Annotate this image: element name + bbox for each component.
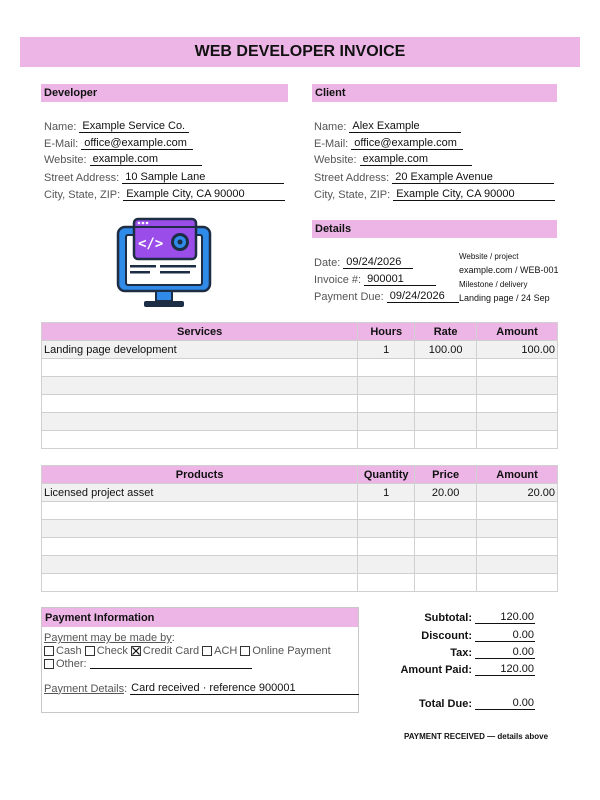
developer-email-row bbox=[44, 137, 193, 150]
product-price-cell[interactable]: 20.00 bbox=[415, 484, 477, 502]
empty-cell[interactable] bbox=[358, 574, 415, 592]
client-email-row bbox=[314, 137, 463, 150]
table-row bbox=[42, 341, 558, 359]
invoice-number-row bbox=[314, 273, 436, 286]
developer-name-row bbox=[44, 120, 189, 133]
service-amount-cell[interactable]: 100.00 bbox=[477, 341, 558, 359]
price-col-header: Price bbox=[415, 466, 477, 484]
empty-cell[interactable] bbox=[358, 538, 415, 556]
empty-cell[interactable] bbox=[42, 359, 358, 377]
other-label: Other: bbox=[56, 658, 87, 670]
table-row bbox=[42, 431, 558, 449]
service-hours-cell[interactable]: 1 bbox=[358, 341, 415, 359]
empty-cell[interactable] bbox=[477, 413, 558, 431]
services-table bbox=[41, 322, 558, 449]
empty-cell[interactable] bbox=[42, 502, 358, 520]
developer-city-field[interactable]: Example City, CA 90000 bbox=[123, 188, 285, 201]
developer-city-row bbox=[44, 188, 285, 201]
total-due-row bbox=[392, 697, 535, 710]
payment-method-options bbox=[44, 645, 331, 657]
table-row bbox=[42, 395, 558, 413]
service-rate-cell[interactable]: 100.00 bbox=[415, 341, 477, 359]
empty-cell[interactable] bbox=[415, 395, 477, 413]
client-street-row bbox=[314, 171, 554, 184]
invoice-number-label: Invoice #: bbox=[314, 274, 362, 286]
table-row bbox=[42, 538, 558, 556]
payment-details-label: Payment Details bbox=[44, 682, 125, 695]
tax-colon: : bbox=[468, 647, 472, 659]
payment-details-field[interactable]: Card received · reference 900001 bbox=[130, 682, 359, 695]
client-website-row bbox=[314, 153, 472, 166]
empty-cell[interactable] bbox=[415, 502, 477, 520]
tax-value[interactable]: 0.00 bbox=[475, 646, 535, 659]
other-field[interactable] bbox=[90, 659, 252, 669]
empty-cell[interactable] bbox=[358, 413, 415, 431]
product-quantity-cell[interactable]: 1 bbox=[358, 484, 415, 502]
client-heading: Client bbox=[312, 84, 557, 102]
empty-cell[interactable] bbox=[477, 520, 558, 538]
empty-cell[interactable] bbox=[42, 538, 358, 556]
table-row bbox=[42, 502, 558, 520]
milestone-label: Milestone / delivery bbox=[459, 280, 528, 289]
payment-due-label: Payment Due: bbox=[314, 291, 384, 303]
online-payment-label: Online Payment bbox=[252, 645, 331, 657]
other-checkbox[interactable] bbox=[44, 659, 54, 669]
developer-email-label: E-Mail: bbox=[44, 138, 79, 150]
payment-details-colon: : bbox=[124, 682, 128, 695]
developer-street-label: Street Address: bbox=[44, 172, 120, 184]
payment-due-row bbox=[314, 290, 459, 303]
hours-col-header: Hours bbox=[358, 323, 415, 341]
invoice-number-field[interactable]: 900001 bbox=[364, 273, 436, 286]
client-website-field[interactable]: example.com bbox=[360, 153, 472, 166]
payment-methods-caption bbox=[44, 632, 175, 644]
subtotal-value[interactable]: 120.00 bbox=[475, 611, 535, 624]
client-name-row bbox=[314, 120, 461, 133]
payment-due-field[interactable]: 09/24/2026 bbox=[387, 290, 459, 303]
cash-checkbox[interactable] bbox=[44, 646, 54, 656]
empty-cell[interactable] bbox=[415, 359, 477, 377]
empty-cell[interactable] bbox=[477, 431, 558, 449]
empty-cell[interactable] bbox=[358, 520, 415, 538]
developer-heading: Developer bbox=[41, 84, 288, 102]
empty-cell[interactable] bbox=[42, 377, 358, 395]
client-name-field[interactable]: Alex Example bbox=[349, 120, 461, 133]
amount-col-header: Amount bbox=[477, 323, 558, 341]
tax-label: Tax bbox=[450, 647, 469, 659]
client-street-field[interactable]: 20 Example Avenue bbox=[392, 171, 554, 184]
amount-paid-row bbox=[392, 663, 535, 676]
client-street-label: Street Address: bbox=[314, 172, 390, 184]
empty-cell[interactable] bbox=[477, 377, 558, 395]
online-payment-checkbox[interactable] bbox=[240, 646, 250, 656]
table-row bbox=[42, 574, 558, 592]
empty-cell[interactable] bbox=[415, 556, 477, 574]
developer-email-field[interactable]: office@example.com bbox=[81, 137, 193, 150]
products-header-row bbox=[42, 466, 558, 484]
discount-label: Discount bbox=[421, 630, 469, 642]
discount-value[interactable]: 0.00 bbox=[475, 629, 535, 642]
client-name-label: Name: bbox=[314, 121, 347, 133]
developer-website-row bbox=[44, 153, 202, 166]
date-field[interactable]: 09/24/2026 bbox=[343, 256, 413, 269]
payment-may-be-made-label: Payment may be made by bbox=[44, 632, 172, 644]
client-city-row bbox=[314, 188, 555, 201]
service-description-cell[interactable]: Landing page development bbox=[42, 341, 358, 359]
checked-x-icon bbox=[132, 647, 140, 655]
client-website-label: Website: bbox=[314, 154, 357, 166]
empty-cell[interactable] bbox=[477, 359, 558, 377]
table-row bbox=[42, 520, 558, 538]
empty-cell[interactable] bbox=[42, 556, 358, 574]
products-col-header: Products bbox=[42, 466, 358, 484]
table-row bbox=[42, 377, 558, 395]
project-label: Website / project bbox=[459, 252, 519, 261]
empty-cell[interactable] bbox=[42, 413, 358, 431]
empty-cell[interactable] bbox=[358, 395, 415, 413]
date-row bbox=[314, 256, 413, 269]
details-heading: Details bbox=[312, 220, 557, 238]
check-label: Check bbox=[96, 645, 128, 657]
empty-cell[interactable] bbox=[477, 502, 558, 520]
services-header-row bbox=[42, 323, 558, 341]
product-description-cell[interactable]: Licensed project asset bbox=[42, 484, 358, 502]
subtotal-row bbox=[392, 611, 535, 624]
project-value: example.com / WEB-001 bbox=[459, 265, 559, 275]
developer-website-label: Website: bbox=[44, 154, 87, 166]
empty-cell[interactable] bbox=[415, 574, 477, 592]
credit-card-label: Credit Card bbox=[142, 645, 200, 657]
empty-cell[interactable] bbox=[415, 520, 477, 538]
empty-cell[interactable] bbox=[358, 556, 415, 574]
empty-cell[interactable] bbox=[477, 538, 558, 556]
empty-cell[interactable] bbox=[415, 431, 477, 449]
table-row bbox=[42, 359, 558, 377]
developer-street-row bbox=[44, 171, 284, 184]
empty-cell[interactable] bbox=[477, 556, 558, 574]
empty-cell[interactable] bbox=[42, 574, 358, 592]
developer-city-label: City, State, ZIP: bbox=[44, 189, 121, 201]
empty-cell[interactable] bbox=[42, 520, 358, 538]
products-table bbox=[41, 465, 558, 592]
empty-cell[interactable] bbox=[358, 359, 415, 377]
client-city-field[interactable]: Example City, CA 90000 bbox=[393, 188, 555, 201]
ach-label: ACH bbox=[214, 645, 238, 657]
credit-card-checkbox[interactable] bbox=[131, 646, 141, 656]
table-row bbox=[42, 484, 558, 502]
web-developer-monitor-icon bbox=[116, 215, 212, 311]
total-due-colon: : bbox=[468, 698, 472, 710]
empty-cell[interactable] bbox=[415, 538, 477, 556]
developer-website-field[interactable]: example.com bbox=[90, 153, 202, 166]
product-amount-cell[interactable]: 20.00 bbox=[477, 484, 558, 502]
empty-cell[interactable] bbox=[42, 431, 358, 449]
amount-paid-colon: : bbox=[468, 664, 472, 676]
rate-col-header: Rate bbox=[415, 323, 477, 341]
subtotal-colon: : bbox=[468, 612, 472, 624]
empty-cell[interactable] bbox=[415, 377, 477, 395]
payment-caption-colon: : bbox=[171, 632, 175, 644]
date-label: Date: bbox=[314, 257, 341, 269]
payment-details-row bbox=[44, 682, 359, 695]
developer-street-field[interactable]: 10 Sample Lane bbox=[122, 171, 284, 184]
amount-paid-label: Amount Paid bbox=[400, 664, 469, 676]
developer-name-label: Name: bbox=[44, 121, 77, 133]
product-amount-col-header: Amount bbox=[477, 466, 558, 484]
services-col-header: Services bbox=[42, 323, 358, 341]
discount-colon: : bbox=[468, 630, 472, 642]
invoice-title: WEB DEVELOPER INVOICE bbox=[20, 37, 580, 67]
empty-cell[interactable] bbox=[415, 413, 477, 431]
developer-name-field[interactable]: Example Service Co. bbox=[79, 120, 189, 133]
empty-cell[interactable] bbox=[42, 395, 358, 413]
payment-other-row bbox=[44, 658, 252, 670]
quantity-col-header: Quantity bbox=[358, 466, 415, 484]
svg-text:</>: </> bbox=[138, 236, 164, 252]
subtotal-label: Subtotal bbox=[424, 612, 469, 624]
check-checkbox[interactable] bbox=[85, 646, 95, 656]
client-city-label: City, State, ZIP: bbox=[314, 189, 391, 201]
empty-cell[interactable] bbox=[358, 431, 415, 449]
payment-info-heading: Payment Information bbox=[42, 608, 358, 627]
total-due-value[interactable]: 0.00 bbox=[475, 697, 535, 710]
tax-row bbox=[392, 646, 535, 659]
amount-paid-value[interactable]: 120.00 bbox=[475, 663, 535, 676]
total-due-label: Total Due bbox=[419, 698, 469, 710]
cash-label: Cash bbox=[56, 645, 82, 657]
empty-cell[interactable] bbox=[358, 502, 415, 520]
client-email-label: E-Mail: bbox=[314, 138, 349, 150]
milestone-value: Landing page / 24 Sep bbox=[459, 293, 550, 303]
table-row bbox=[42, 556, 558, 574]
client-email-field[interactable]: office@example.com bbox=[351, 137, 463, 150]
empty-cell[interactable] bbox=[477, 395, 558, 413]
empty-cell[interactable] bbox=[358, 377, 415, 395]
payment-info-box bbox=[41, 607, 359, 713]
payment-received-note: PAYMENT RECEIVED — details above bbox=[404, 732, 549, 741]
discount-row bbox=[392, 629, 535, 642]
table-row bbox=[42, 413, 558, 431]
empty-cell[interactable] bbox=[477, 574, 558, 592]
ach-checkbox[interactable] bbox=[202, 646, 212, 656]
